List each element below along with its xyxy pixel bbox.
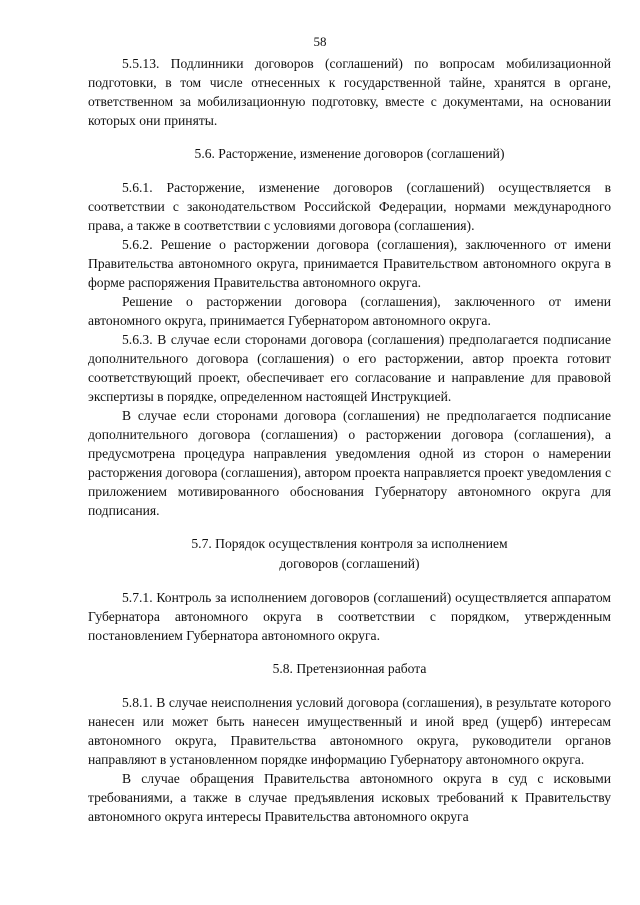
page-number: 58 bbox=[313, 34, 327, 49]
paragraph-5-6-2: 5.6.2. Решение о расторжении договора (соглашения), заключенного от имени Правительства автономного округа, принимается Правительством автономного округа в форме распоряжения Правительства автономного округа. bbox=[88, 237, 611, 290]
heading-5-7-line-2: договоров (соглашений) bbox=[279, 556, 420, 571]
paragraph-5-5-13: 5.5.13. Подлинники договоров (соглашений) по вопросам мобилизационной подготовки, в том числе отнесенных к государственной тайне, хранятся в органе, ответственном за мобилизационную подготовку, вместе с документами, на основании которых они приняты. bbox=[88, 56, 611, 128]
heading-5-8: 5.8. Претензионная работа bbox=[272, 661, 427, 676]
paragraph-5-6-1: 5.6.1. Расторжение, изменение договоров (соглашений) осуществляется в соответствии с законодательством Российской Федерации, нормами международного права, а также в соответствии с условиями договора (соглашения). bbox=[88, 180, 611, 233]
paragraph-5-6-3: 5.6.3. В случае если сторонами договора (соглашения) предполагается подписание дополнительного договора (соглашения) о его расторжении, автор проекта готовит соответствующий проект, обеспечивает его согласование и направление для правовой экспертизы в порядке, определенном настоящей Инструкцией. bbox=[88, 332, 611, 404]
paragraph-5-7-1: 5.7.1. Контроль за исполнением договоров (соглашений) осуществляется аппаратом Губернатора автономного округа в соответствии с порядком, утвержденным постановлением Губернатора автономного округа. bbox=[88, 590, 611, 643]
paragraph-5-6-3-b: В случае если сторонами договора (соглашения) не предполагается подписание дополнительного договора (соглашения) о расторжении договора (соглашения), а предусмотрена процедура направления уведомления одной из сторон о намерении расторжения договора (соглашения), автором проекта направляется проект уведомления с приложением мотивированного обоснования Губернатору автономного округа для подписания. bbox=[88, 408, 611, 518]
paragraph-5-6-2-b: Решение о расторжении договора (соглашения), заключенного от имени автономного округа, принимается Губернатором автономного округа. bbox=[88, 294, 611, 328]
paragraph-5-8-1-b: В случае обращения Правительства автономного округа в суд с исковыми требованиями, а также в случае предъявления исковых требований к Правительству автономного округа интересы Правительства автономного округа bbox=[88, 771, 611, 824]
heading-5-7 bbox=[88, 534, 611, 574]
heading-5-7-line-1: 5.7. Порядок осуществления контроля за исполнением bbox=[191, 536, 508, 551]
paragraph-5-8-1: 5.8.1. В случае неисполнения условий договора (соглашения), в результате которого нанесен или может быть нанесен имущественный и иной вред (ущерб) интересам автономного округа, Правительства автономного округа, руководители органов направляют в установленном порядке информацию Губернатору автономного округа. bbox=[88, 695, 611, 767]
document-body bbox=[88, 54, 611, 826]
heading-5-6: 5.6. Расторжение, изменение договоров (соглашений) bbox=[194, 146, 505, 161]
